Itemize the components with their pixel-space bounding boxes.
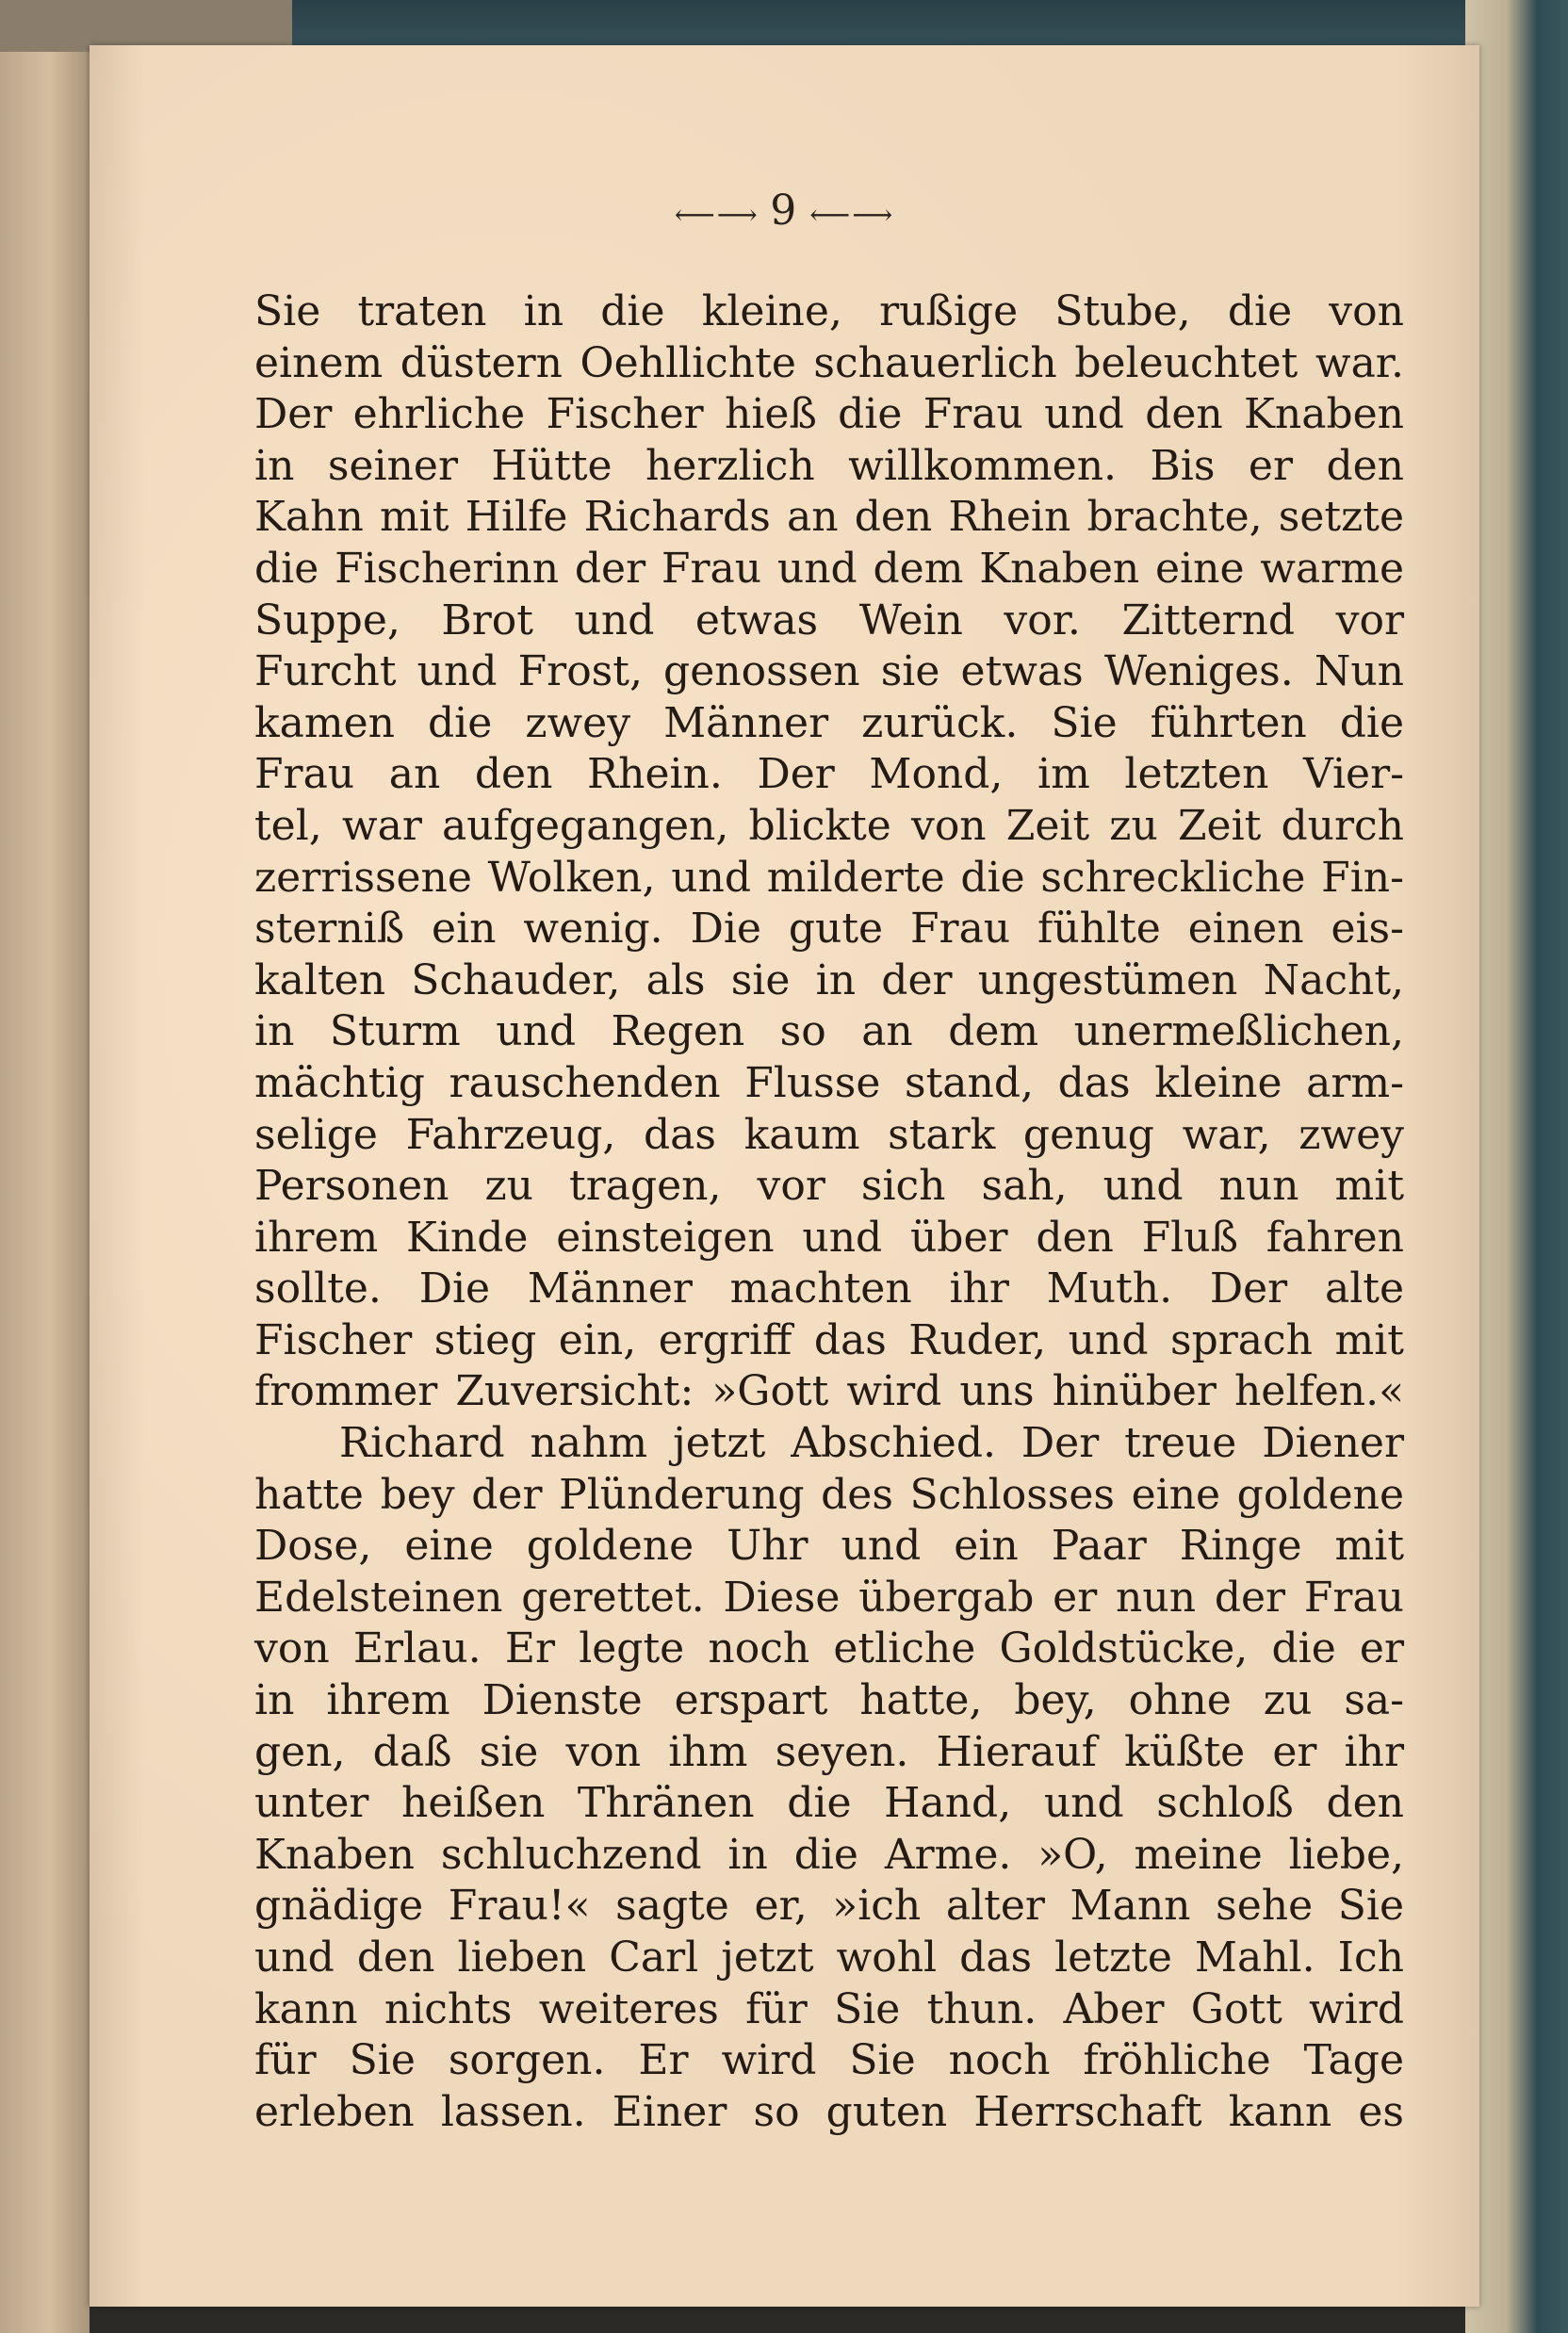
text-line: die Fischerinn der Frau und dem Knaben eine warme	[254, 544, 1404, 593]
text-line: Sie traten in die kleine, rußige Stube, die von	[254, 287, 1404, 335]
text-line: gen, daß sie von ihm seyen. Hierauf küßte er ihr	[254, 1727, 1404, 1776]
text-line: Kahn mit Hilfe Richards an den Rhein brachte, setzte	[254, 493, 1404, 542]
text-line: von Erlau. Er legte noch etliche Goldstücke, die er	[254, 1624, 1404, 1673]
text-line: sollte. Die Männer machten ihr Muth. Der alte	[254, 1264, 1404, 1313]
page-number-value: 9	[770, 187, 797, 235]
text-line: selige Fahrzeug, das kaum stark genug war, zwey	[254, 1110, 1404, 1159]
text-line: kamen die zwey Männer zurück. Sie führten die	[254, 698, 1404, 747]
text-line: für Sie sorgen. Er wird Sie noch fröhliche Tage	[254, 2036, 1404, 2085]
text-line: hatte bey der Plünderung des Schlosses eine goldene	[254, 1470, 1404, 1519]
text-line: Der ehrliche Fischer hieß die Frau und den Knaben	[254, 390, 1404, 439]
ornament-dash-right: ⟵⟶	[809, 199, 895, 232]
left-page-edge	[0, 0, 90, 2333]
book-spine	[0, 0, 292, 52]
text-line: und den lieben Carl jetzt wohl das letzte Mahl. Ich	[254, 1933, 1404, 1982]
text-line: unter heißen Thränen die Hand, und schloß den	[254, 1779, 1404, 1828]
text-line: Dose, eine goldene Uhr und ein Paar Ringe mit	[254, 1522, 1404, 1571]
text-line: Fischer stieg ein, ergriff das Ruder, und sprach mit	[254, 1315, 1404, 1364]
text-line: gnädige Frau!« sagte er, »ich alter Mann sehe Sie	[254, 1882, 1404, 1931]
body-text	[254, 286, 1404, 2138]
text-line: Suppe, Brot und etwas Wein vor. Zitternd vor	[254, 595, 1404, 644]
text-line: in ihrem Dienste erspart hatte, bey, ohne zu sa-	[254, 1676, 1404, 1725]
text-line: kann nichts weiteres für Sie thun. Aber Gott wird	[254, 1984, 1404, 2033]
text-line: mächtig rauschenden Flusse stand, das kleine arm-	[254, 1058, 1404, 1107]
text-line: Knaben schluchzend in die Arme. »O, meine liebe,	[254, 1830, 1404, 1879]
text-line: Frau an den Rhein. Der Mond, im letzten Vier-	[254, 750, 1404, 799]
book-cover-edge	[1465, 0, 1568, 2333]
text-line: kalten Schauder, als sie in der ungestümen Nacht,	[254, 955, 1404, 1004]
text-line: erleben lassen. Einer so guten Herrschaft kann es	[254, 2087, 1404, 2136]
text-line: Personen zu tragen, vor sich sah, und nun mit	[254, 1162, 1404, 1211]
book-page	[90, 45, 1479, 2307]
text-line: zerrissene Wolken, und milderte die schreckliche Fin-	[254, 853, 1404, 902]
page-number	[90, 187, 1479, 235]
text-line: sterniß ein wenig. Die gute Frau fühlte einen eis-	[254, 905, 1404, 954]
ornament-dash-left: ⟵⟶	[674, 199, 771, 232]
text-line: frommer Zuversicht: »Gott wird uns hinüber helfen.«	[254, 1367, 1404, 1416]
text-line: Richard nahm jetzt Abschied. Der treue Diener	[339, 1419, 1404, 1468]
text-line: ihrem Kinde einsteigen und über den Fluß fahren	[254, 1213, 1404, 1262]
text-line: in Sturm und Regen so an dem unermeßlichen,	[254, 1007, 1404, 1056]
text-line: Furcht und Frost, genossen sie etwas Weniges. Nun	[254, 647, 1404, 696]
text-line: tel, war aufgegangen, blickte von Zeit zu Zeit durch	[254, 801, 1404, 850]
text-line: in seiner Hütte herzlich willkommen. Bis er den	[254, 441, 1404, 490]
text-line: einem düstern Oehllichte schauerlich beleuchtet war.	[254, 338, 1404, 387]
text-line: Edelsteinen gerettet. Diese übergab er nun der Frau	[254, 1573, 1404, 1622]
